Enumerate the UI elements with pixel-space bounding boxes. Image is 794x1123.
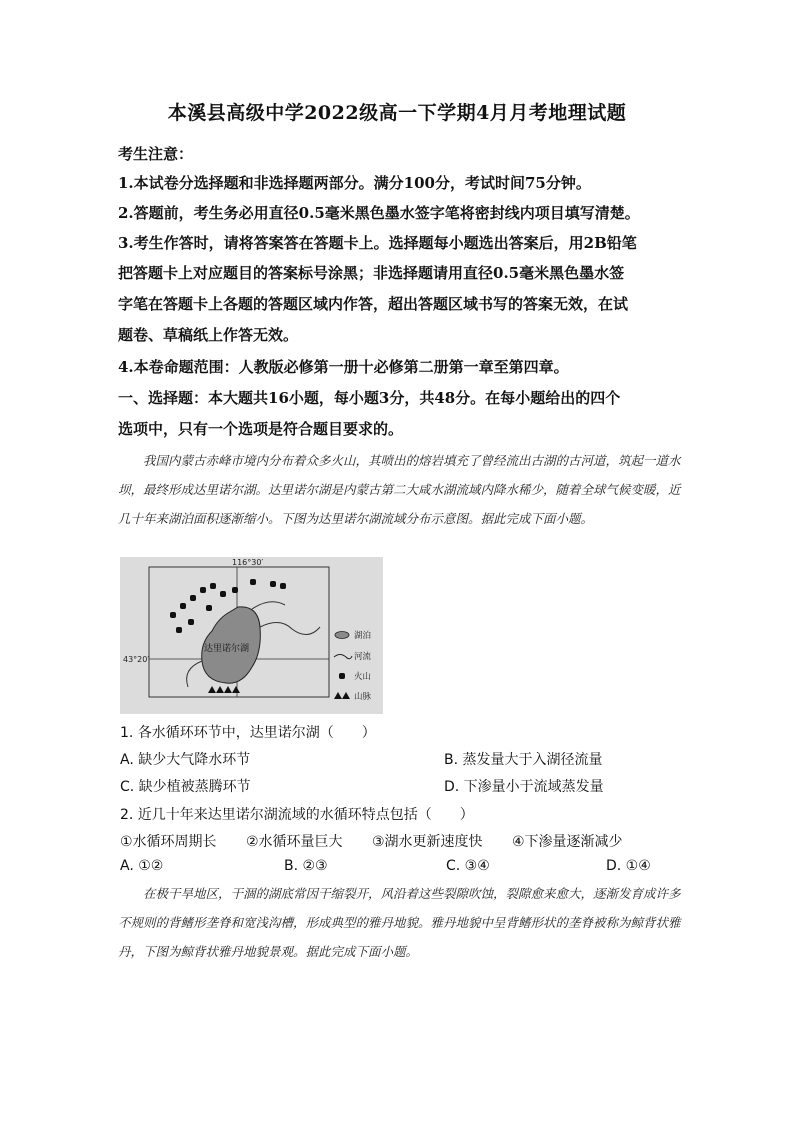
passage-dali-lake: 我国内蒙古赤峰市境内分布着众多火山，其喷出的熔岩填充了曾经流出古湖的古河道，筑起一道水坝，最终形成达里诺尔湖。达里诺尔湖是内蒙古第二大咸水湖流域内降水稀少，随着全球气候变暖，近几十年来湖泊面积逐渐缩小。下图为达里诺尔湖流域分布示意图。据此完成下面小题。 xyxy=(118,453,681,526)
legend-volcano: 火山 xyxy=(354,672,372,682)
map-figure xyxy=(120,557,383,714)
volcano-icon xyxy=(180,603,186,609)
question-1-option-d: D. 下渗量小于流域蒸发量 xyxy=(444,779,604,795)
volcano-icon xyxy=(200,587,206,593)
question-1-stem: 1. 各水循环环节中，达里诺尔湖（ ） xyxy=(120,725,376,741)
question-1-option-b: B. 蒸发量大于入湖径流量 xyxy=(444,752,603,768)
volcano-icon xyxy=(270,581,276,587)
legend-mountain: 山脉 xyxy=(354,692,372,702)
mountain-range xyxy=(208,686,240,693)
notice-heading: 考生注意： xyxy=(118,145,194,163)
question-2-statement-1: ①水循环周期长 xyxy=(120,834,217,850)
lake-label: 达里诺尔湖 xyxy=(204,644,250,654)
notice-item-4: 4.本卷命题范围：人教版必修第一册十必修第二册第一章至第四章。 xyxy=(118,358,569,376)
question-2-stem: 2. 近几十年来达里诺尔湖流域的水循环特点包括（ ） xyxy=(120,807,474,823)
mountain-legend-icon xyxy=(334,692,350,699)
volcano-icon xyxy=(190,595,196,601)
question-2-option-b: B. ②③ xyxy=(284,858,328,874)
question-2-option-a: A. ①② xyxy=(120,858,164,874)
legend-lake: 湖泊 xyxy=(354,631,372,641)
latitude-label: 43°20′ xyxy=(123,655,150,664)
question-2-option-d: D. ①④ xyxy=(606,858,651,874)
exam-title: 本溪县高级中学2022级高一下学期4月月考地理试题 xyxy=(167,102,627,124)
river-west xyxy=(187,661,202,687)
notice-item-3a: 3.考生作答时，请将答案答在答题卡上。选择题每小题选出答案后，用2B铅笔 xyxy=(118,234,637,252)
volcano-icon xyxy=(188,619,194,625)
notice-item-3b: 把答题卡上对应题目的答案标号涂黑；非选择题请用直径0.5毫米黑色墨水签 xyxy=(118,264,625,282)
notice-item-3d: 题卷、草稿纸上作答无效。 xyxy=(118,326,299,344)
volcano-icon xyxy=(232,587,238,593)
river-north xyxy=(252,602,285,609)
question-2-statement-3: ③湖水更新速度快 xyxy=(372,834,483,850)
legend-river: 河流 xyxy=(354,652,372,662)
dali-lake-map xyxy=(120,557,383,714)
volcano-icon xyxy=(220,591,226,597)
section-heading-1: 一、选择题：本大题共16小题，每小题3分，共48分。在每小题给出的四个 xyxy=(118,389,621,407)
volcano-icon xyxy=(280,583,286,589)
passage-yardang: 在极干旱地区，干涸的湖底常因干缩裂开，风沿着这些裂隙吹蚀，裂隙愈来愈大，逐渐发育成许多不规则的背鳍形垄脊和宽浅沟槽，形成典型的雅丹地貌。雅丹地貌中呈背鳍形状的垄脊被称为鲸背状雅丹，下图为鲸背状雅丹地貌景观。据此完成下面小题。 xyxy=(118,886,681,959)
river-legend-icon xyxy=(334,655,352,659)
volcano-icon xyxy=(210,583,216,589)
question-2-statement-4: ④下渗量逐渐减少 xyxy=(512,834,623,850)
volcano-icon xyxy=(176,627,182,633)
question-1-option-c: C. 缺少植被蒸腾环节 xyxy=(120,779,251,795)
lake-legend-icon xyxy=(335,632,349,639)
question-2-statement-2: ②水循环量巨大 xyxy=(246,834,343,850)
volcano-icon xyxy=(250,579,256,585)
question-2-option-c: C. ③④ xyxy=(446,858,490,874)
longitude-label: 116°30′ xyxy=(232,558,264,567)
river-east xyxy=(260,622,320,634)
section-heading-2: 选项中，只有一个选项是符合题目要求的。 xyxy=(118,420,404,438)
volcano-icon xyxy=(170,612,176,618)
map-legend xyxy=(334,630,372,702)
notice-item-2: 2.答题前，考生务必用直径0.5毫米黑色墨水签字笔将密封线内项目填写清楚。 xyxy=(118,204,640,222)
volcano-legend-icon xyxy=(339,673,345,679)
question-1-option-a: A. 缺少大气降水环节 xyxy=(120,752,251,768)
volcano-icon xyxy=(206,605,212,611)
notice-item-1: 1.本试卷分选择题和非选择题两部分。满分100分，考试时间75分钟。 xyxy=(118,174,591,192)
notice-item-3c: 字笔在答题卡上各题的答题区域内作答，超出答题区域书写的答案无效，在试 xyxy=(118,295,629,313)
